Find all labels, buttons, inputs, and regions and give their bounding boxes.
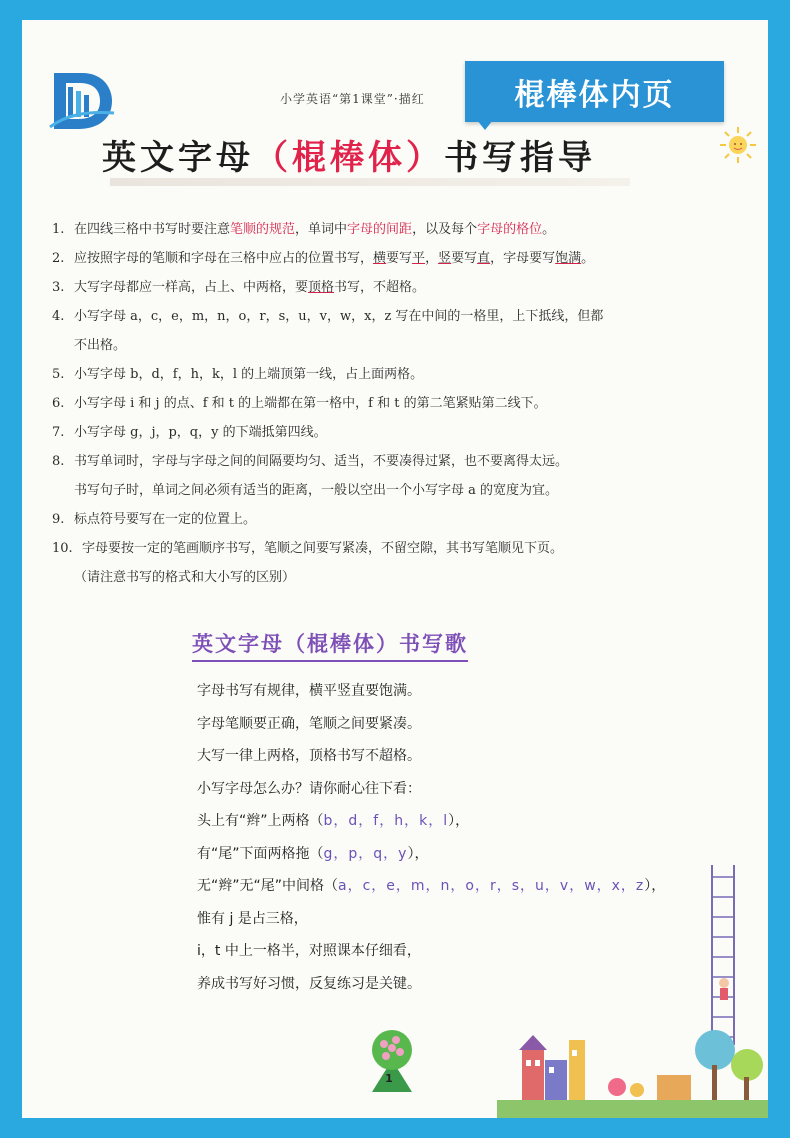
rule-underlined: 竖 — [438, 251, 452, 266]
song-line: 字母笔顺要正确，笔顺之间要紧凑。 — [197, 715, 421, 732]
rule-underlined: 饱满 — [555, 251, 582, 266]
title-highlight: 棍棒体 — [292, 138, 406, 178]
title-underline — [110, 178, 630, 186]
rule-text: 。 — [542, 222, 556, 237]
rule-text: ， — [425, 251, 439, 266]
series-header: 小学英语“第1课堂”·描红 — [280, 92, 425, 106]
song-letters: a，c，e，m，n，o，r，s，u，v，w，x，z — [338, 878, 645, 894]
rule-text: 小写字母 g，j，p，q，y 的下端抵第四线。 — [74, 425, 327, 440]
tag-pointer — [477, 120, 493, 130]
title-paren-close: ） — [406, 138, 444, 178]
rule-item — [52, 505, 742, 534]
rule-number: 9. — [52, 512, 65, 527]
rule-text: 要写 — [451, 251, 478, 266]
rule-highlight: 字母的格位 — [477, 222, 543, 237]
publisher-logo — [46, 65, 116, 135]
rule-highlight: 字母的间距 — [347, 222, 413, 237]
title-part1: 英文字母 — [102, 138, 254, 178]
sun-icon — [718, 125, 758, 165]
song-title: 英文字母（棍棒体）书写歌 — [192, 628, 468, 662]
rule-item — [52, 244, 742, 273]
rule-continuation: 不出格。 — [74, 338, 127, 353]
rule-text: 应按照字母的笔顺和字母在三格中应占的位置书写， — [74, 251, 374, 266]
song-line: 小写字母怎么办？请你耐心往下看： — [197, 780, 421, 797]
rule-text: 要写 — [386, 251, 413, 266]
rule-text: 小写字母 i 和 j 的点、f 和 t 的上端都在第一格中，f 和 t 的第二笔紧贴第二线下。 — [74, 396, 547, 411]
page-type-tag: 棍棒体内页 — [465, 61, 724, 122]
rule-number: 3. — [52, 280, 65, 295]
rule-note: （请注意书写的格式和大小写的区别） — [74, 570, 296, 585]
rule-underlined: 顶格 — [308, 280, 335, 295]
rule-highlight: 笔顺的规范 — [230, 222, 296, 237]
rule-text: 大写字母都应一样高，占上、中两格，要 — [74, 280, 309, 295]
rule-text: ，以及每个 — [412, 222, 478, 237]
title-part2: 书写指导 — [444, 138, 596, 178]
song-line-end: ）， — [407, 845, 429, 862]
rule-item — [52, 273, 742, 302]
song-line: 养成书写好习惯，反复练习是关键。 — [197, 975, 421, 992]
song-line-text: 头上有“辫”上两格（ — [197, 813, 324, 829]
rule-item — [52, 302, 742, 331]
song-lyrics — [197, 675, 665, 1000]
rule-text: 在四线三格中书写时要注意 — [74, 222, 231, 237]
tree-icon — [362, 1020, 422, 1100]
song-line — [197, 870, 665, 903]
song-line — [197, 838, 665, 871]
song-line-text: 有“尾”下面两格拖（ — [197, 845, 324, 862]
song-line-end: ）， — [448, 813, 470, 829]
rule-number: 4. — [52, 309, 65, 324]
song-line-end: ）， — [644, 878, 666, 894]
title-paren-open: （ — [254, 138, 292, 178]
rule-item — [52, 360, 742, 389]
page-title — [102, 130, 596, 182]
rule-item — [52, 447, 742, 476]
rule-number: 5. — [52, 367, 65, 382]
rule-number: 8. — [52, 454, 65, 469]
town-scene-illustration — [497, 1005, 768, 1118]
rule-text: 小写字母 b，d，f，h，k，l 的上端顶第一线，占上面两格。 — [74, 367, 424, 382]
rule-text: 书写，不超格。 — [334, 280, 426, 295]
song-line: 字母书写有规律，横平竖直要饱满。 — [197, 683, 421, 699]
rule-text: ，单词中 — [295, 222, 348, 237]
rule-number: 6. — [52, 396, 65, 411]
song-line: 大写一律上两格，顶格书写不超格。 — [197, 748, 421, 764]
rule-number: 1. — [52, 222, 65, 237]
rule-text: 字母要按一定的笔画顺序书写，笔顺之间要写紧凑，不留空隙，其书写笔顺见下页。 — [82, 541, 564, 556]
song-letters: g，p，q，y — [323, 845, 408, 862]
rules-list — [52, 215, 742, 592]
rule-underlined: 平 — [412, 251, 426, 266]
page-sheet — [22, 20, 768, 1118]
rule-underlined: 直 — [477, 251, 491, 266]
song-line: 惟有 j 是占三格， — [197, 910, 308, 927]
rule-item — [52, 215, 742, 244]
song-line: i，t 中上一格半，对照课本仔细看， — [197, 943, 421, 959]
rule-text: ，字母要写 — [490, 251, 556, 266]
rule-text: 书写单词时，字母与字母之间的间隔要均匀、适当，不要凑得过紧，也不要离得太远。 — [74, 454, 569, 469]
rule-number: 10. — [52, 541, 73, 556]
page-number: 1 — [385, 1072, 393, 1085]
rule-text: 。 — [581, 251, 595, 266]
rule-underlined: 横 — [373, 251, 387, 266]
song-line — [197, 805, 665, 838]
rule-number: 2. — [52, 251, 65, 266]
song-letters: b，d，f，h，k，l — [323, 813, 449, 829]
rule-number: 7. — [52, 425, 65, 440]
rule-text: 小写字母 a，c，e，m，n，o，r，s，u，v，w，x，z 写在中间的一格里，上下抵线，但都 — [74, 309, 604, 324]
song-line-text: 无“辫”无“尾”中间格（ — [197, 878, 339, 894]
rule-continuation: 书写句子时，单词之间必须有适当的距离，一般以空出一个小写字母 a 的宽度为宜。 — [74, 483, 559, 498]
rule-item — [52, 418, 742, 447]
rule-item — [52, 389, 742, 418]
rule-item — [52, 534, 742, 563]
rule-text: 标点符号要写在一定的位置上。 — [74, 512, 257, 527]
